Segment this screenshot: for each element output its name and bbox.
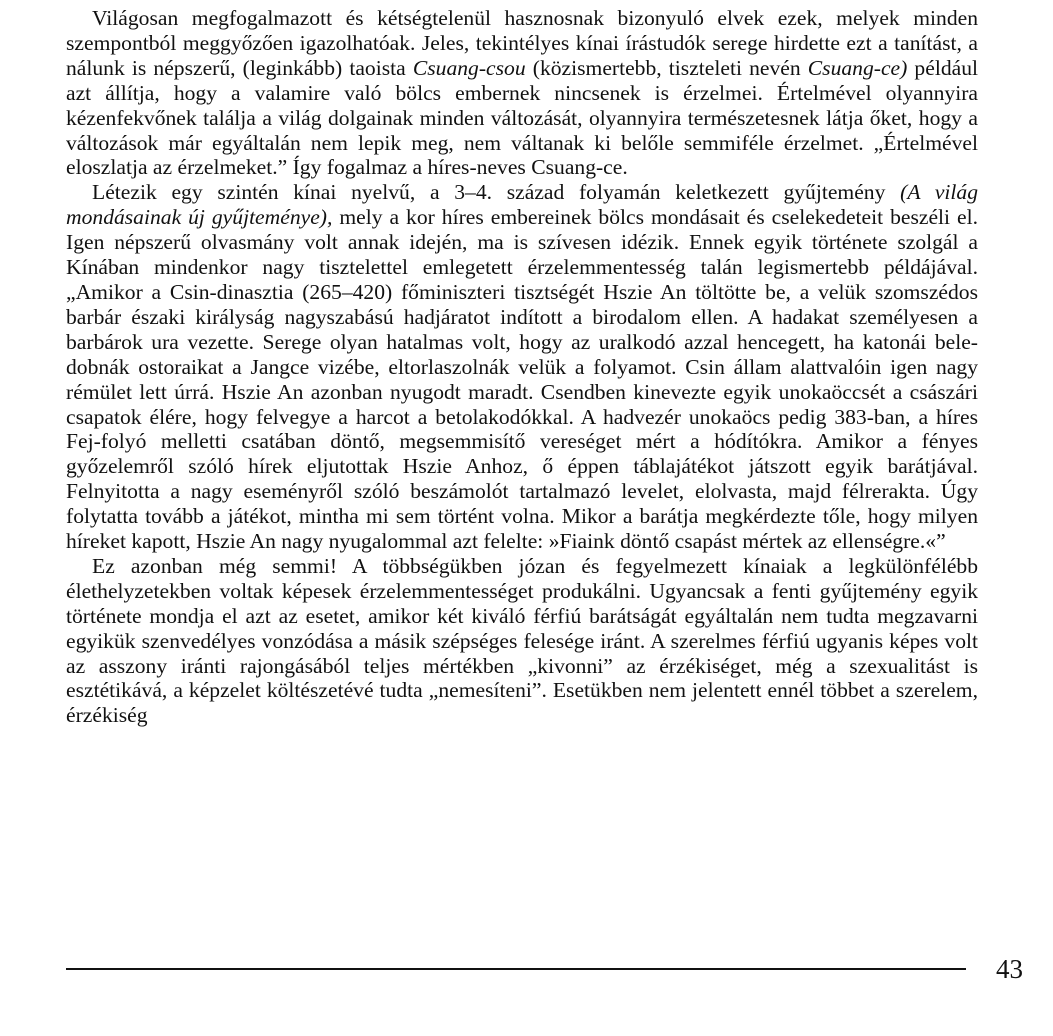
text-run: (közismertebb, tiszteleti nevén xyxy=(525,55,808,80)
text-run: Ez azonban még semmi! A többségükben józan és fegyelmezett kínaiak a legkülönfélébb élethelyzetekben voltak képesek érzelemmentességet produkálni. Ugyancsak a fenti gyűjtemény egyik története mondja el azt az esetet, amikor két kiváló férfiú barátságát egyáltalán nem tudta megzavarni egyikük szenvedélyes vonzódása a másik szépséges felesége iránt. A szerelmes férfiú ugyanis képes volt az asszony iránti rajongásából teljes mértékben „kivonni” az érzékiséget, még a szexualitást is esztétikává, a képzelet költészetévé tudta „nemesíteni”. Esetükben nem jelentett ennél többet a szerelem, érzékiség xyxy=(66,553,978,728)
body-text xyxy=(66,6,978,728)
paragraph-2 xyxy=(66,180,978,554)
page-number: 43 xyxy=(996,954,1023,984)
footer-rule xyxy=(66,968,966,970)
italic-text-run: (A világ mondásainak új gyűjteménye), xyxy=(66,180,978,230)
text-run: mely a kor híres embereinek bölcs mondásait és cselekedeteit beszéli el. Igen népszerű olvasmány volt annak idején, ma is szívesen idézik. Ennek egyik története szolgál a Kínában mindenkor nagy tisztelettel emlegetett érzelemmentesség talán legismertebb példájával. „Amikor a Csin-dinasztia (265–420) főminiszteri tisztségét Hszie An töltötte be, a velük szomszédos barbár északi királyság nagyszabású hadjáratot indított a birodalom ellen. A hadakat személyesen a barbárok ura vezette. Serege olyan hatalmas volt, hogy az uralkodó azzal hencegett, ha katonái beledobnák ostoraikat a Jangce vizébe, eltorlaszolnák velük a folyamot. Csin állam alattvalóin igen nagy rémület lett úrrá. Hszie An azonban nyugodt maradt. Csendben kinevezte egyik unokaöccsét a császári csapatok élére, hogy felvegye a harcot a betolakodókkal. A hadvezér unokaöcs pedig 383-ban, a híres Fej-folyó melletti csatában döntő, megsemmisítő vereséget mért a hódítókra. Amikor a fényes győzelemről szóló hírek eljutottak Hszie Anhoz, ő éppen táblajátékot játszott egyik barátjával. Felnyitotta a nagy eseményről szóló beszámolót tartalmazó levelet, elolvasta, majd félrerakta. Úgy folytatta tovább a játékot, mintha mi sem történt volna. Mikor a barátja megkérdezte tőle, hogy milyen híreket kapott, Hszie An nagy nyugalommal azt felelte: »Fiaink döntő csapást mértek az ellenségre.«” xyxy=(66,205,978,554)
paragraph-1 xyxy=(66,6,978,180)
text-run: Világosan megfogalmazott és kétségtelenül hasznosnak bizonyuló elvek ezek, melyek minden szempontból meggyőzően igazolhatóak. Jeles, tekintélyes kínai írástudók serege hirdette ezt a tanítást, a nálunk is népszerű, (leginkább) taoista xyxy=(66,6,978,80)
text-run: például azt állítja, hogy a valamire való bölcs embernek nincsenek is érzelmei. Értelmével olyannyira kézenfekvőnek találja a világ dolgainak minden változását, olyannyira természetesnek látja őket, hogy a változások már egyáltalán nem lepik meg, nem váltanak ki belőle semmiféle érzelmet. „Értelmével eloszlatja az érzelmeket.” Így fogalmaz a híres-neves Csuang-ce. xyxy=(66,55,978,180)
italic-text-run: Csuang-csou xyxy=(412,55,526,80)
italic-text-run: Csuang-ce) xyxy=(807,55,908,80)
paragraph-3 xyxy=(66,554,978,728)
text-run: Létezik egy szintén kínai nyelvű, a 3–4. század folyamán keletkezett gyűjtemény xyxy=(92,180,901,205)
